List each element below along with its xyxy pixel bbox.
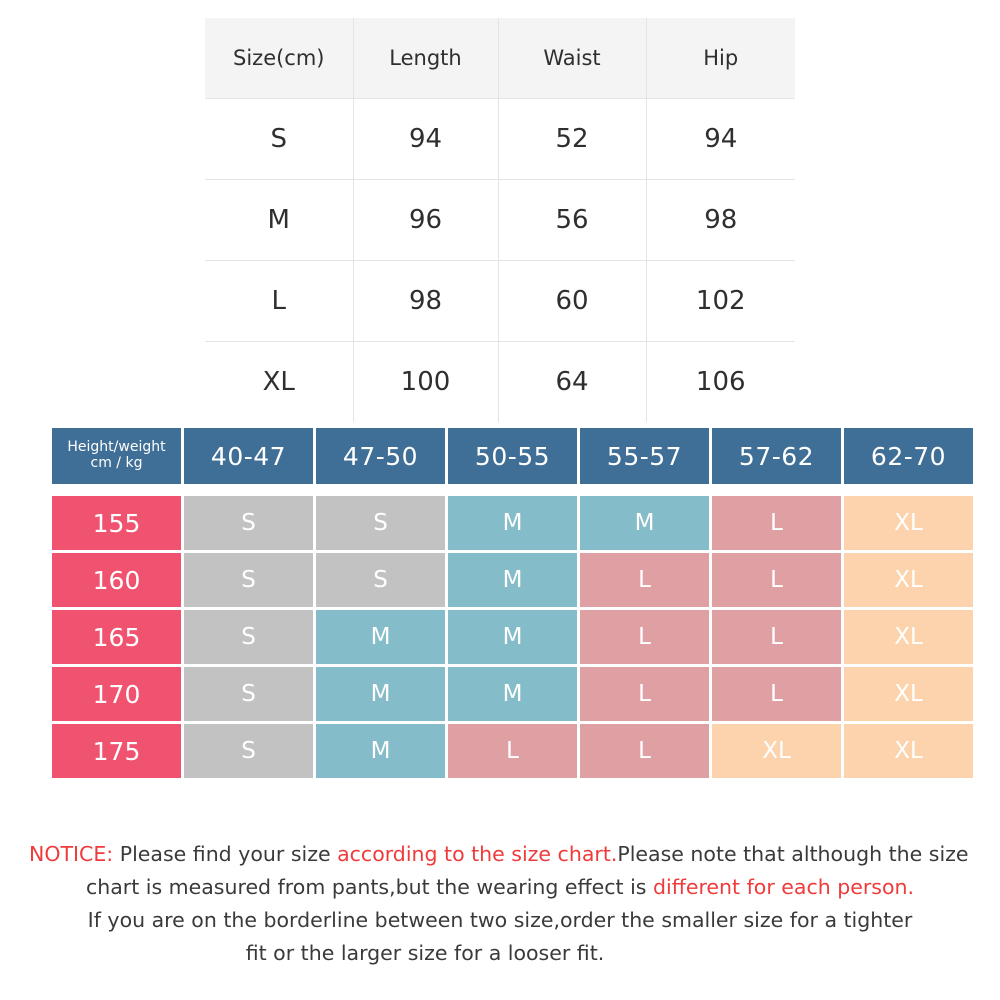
matrix-cell: M	[316, 610, 445, 664]
matrix-row	[52, 667, 973, 721]
matrix-cell: L	[580, 724, 709, 778]
matrix-spacer	[52, 487, 973, 493]
weight-header-3: 50-55	[448, 428, 577, 484]
matrix-cell: M	[448, 553, 577, 607]
matrix-row	[52, 724, 973, 778]
matrix-cell: XL	[712, 724, 841, 778]
table-row	[205, 342, 795, 423]
notice-label: NOTICE:	[29, 842, 114, 866]
matrix-cell: XL	[844, 724, 973, 778]
matrix-cell: M	[448, 496, 577, 550]
matrix-cell: M	[316, 724, 445, 778]
cell-size: M	[205, 180, 353, 261]
notice-line-2	[25, 871, 975, 904]
header-hip: Hip	[646, 18, 795, 99]
matrix-row	[52, 553, 973, 607]
matrix-corner-label	[52, 428, 181, 484]
cell-size: L	[205, 261, 353, 342]
table-row	[205, 261, 795, 342]
notice-line1-b: Please note that although the size	[617, 842, 969, 866]
matrix-cell: L	[712, 496, 841, 550]
matrix-cell: XL	[844, 667, 973, 721]
cell-hip: 102	[646, 261, 795, 342]
cell-hip: 94	[646, 99, 795, 180]
table-row	[205, 180, 795, 261]
height-label-175: 175	[52, 724, 181, 778]
height-label-170: 170	[52, 667, 181, 721]
matrix-cell: L	[580, 667, 709, 721]
matrix-spacer-cell	[52, 487, 973, 493]
matrix-cell: L	[448, 724, 577, 778]
matrix-cell: XL	[844, 553, 973, 607]
matrix-cell: L	[712, 610, 841, 664]
matrix-cell: S	[316, 496, 445, 550]
measurement-table	[205, 18, 795, 422]
cell-length: 96	[353, 180, 498, 261]
cell-waist: 60	[498, 261, 646, 342]
height-label-160: 160	[52, 553, 181, 607]
cell-size: XL	[205, 342, 353, 423]
measurement-table-header	[205, 18, 795, 99]
matrix-cell: M	[580, 496, 709, 550]
cell-waist: 64	[498, 342, 646, 423]
height-label-155: 155	[52, 496, 181, 550]
weight-header-1: 40-47	[184, 428, 313, 484]
table-header-row	[205, 18, 795, 99]
cell-length: 100	[353, 342, 498, 423]
cell-hip: 98	[646, 180, 795, 261]
header-length: Length	[353, 18, 498, 99]
weight-header-6: 62-70	[844, 428, 973, 484]
matrix-cell: S	[184, 553, 313, 607]
measurement-table-body	[205, 99, 795, 423]
matrix-cell: XL	[844, 496, 973, 550]
matrix-cell: L	[580, 610, 709, 664]
matrix-cell: S	[184, 667, 313, 721]
cell-length: 94	[353, 99, 498, 180]
weight-header-5: 57-62	[712, 428, 841, 484]
matrix-cell: S	[184, 496, 313, 550]
weight-header-4: 55-57	[580, 428, 709, 484]
matrix-cell: L	[580, 553, 709, 607]
corner-label-line2: cm / kg	[90, 455, 143, 471]
cell-length: 98	[353, 261, 498, 342]
notice-line1-highlight: according to the size chart.	[337, 842, 618, 866]
notice-line-4: fit or the larger size for a looser fit.	[245, 941, 605, 965]
height-label-165: 165	[52, 610, 181, 664]
table-row	[205, 99, 795, 180]
cell-waist: 56	[498, 180, 646, 261]
matrix-header-row	[52, 428, 973, 484]
notice-line-1	[25, 838, 975, 871]
cell-hip: 106	[646, 342, 795, 423]
height-weight-matrix	[49, 425, 976, 781]
header-waist: Waist	[498, 18, 646, 99]
matrix-row	[52, 496, 973, 550]
notice-line1-a: Please find your size	[113, 842, 338, 866]
matrix-row	[52, 610, 973, 664]
matrix-cell: S	[316, 553, 445, 607]
matrix-cell: M	[448, 667, 577, 721]
notice-text	[25, 838, 975, 970]
matrix-cell: L	[712, 553, 841, 607]
header-size: Size(cm)	[205, 18, 353, 99]
cell-waist: 52	[498, 99, 646, 180]
weight-header-2: 47-50	[316, 428, 445, 484]
notice-line2-highlight: different for each person.	[653, 875, 915, 899]
matrix-cell: S	[184, 724, 313, 778]
matrix-cell: M	[316, 667, 445, 721]
notice-line-3: If you are on the borderline between two size,order the smaller size for a tighter	[87, 908, 913, 932]
corner-label-line1: Height/weight	[67, 439, 166, 456]
matrix-cell: L	[712, 667, 841, 721]
notice-line2-a: chart is measured from pants,but the wearing effect is	[85, 875, 653, 899]
matrix-cell: M	[448, 610, 577, 664]
matrix-cell: XL	[844, 610, 973, 664]
cell-size: S	[205, 99, 353, 180]
matrix-cell: S	[184, 610, 313, 664]
